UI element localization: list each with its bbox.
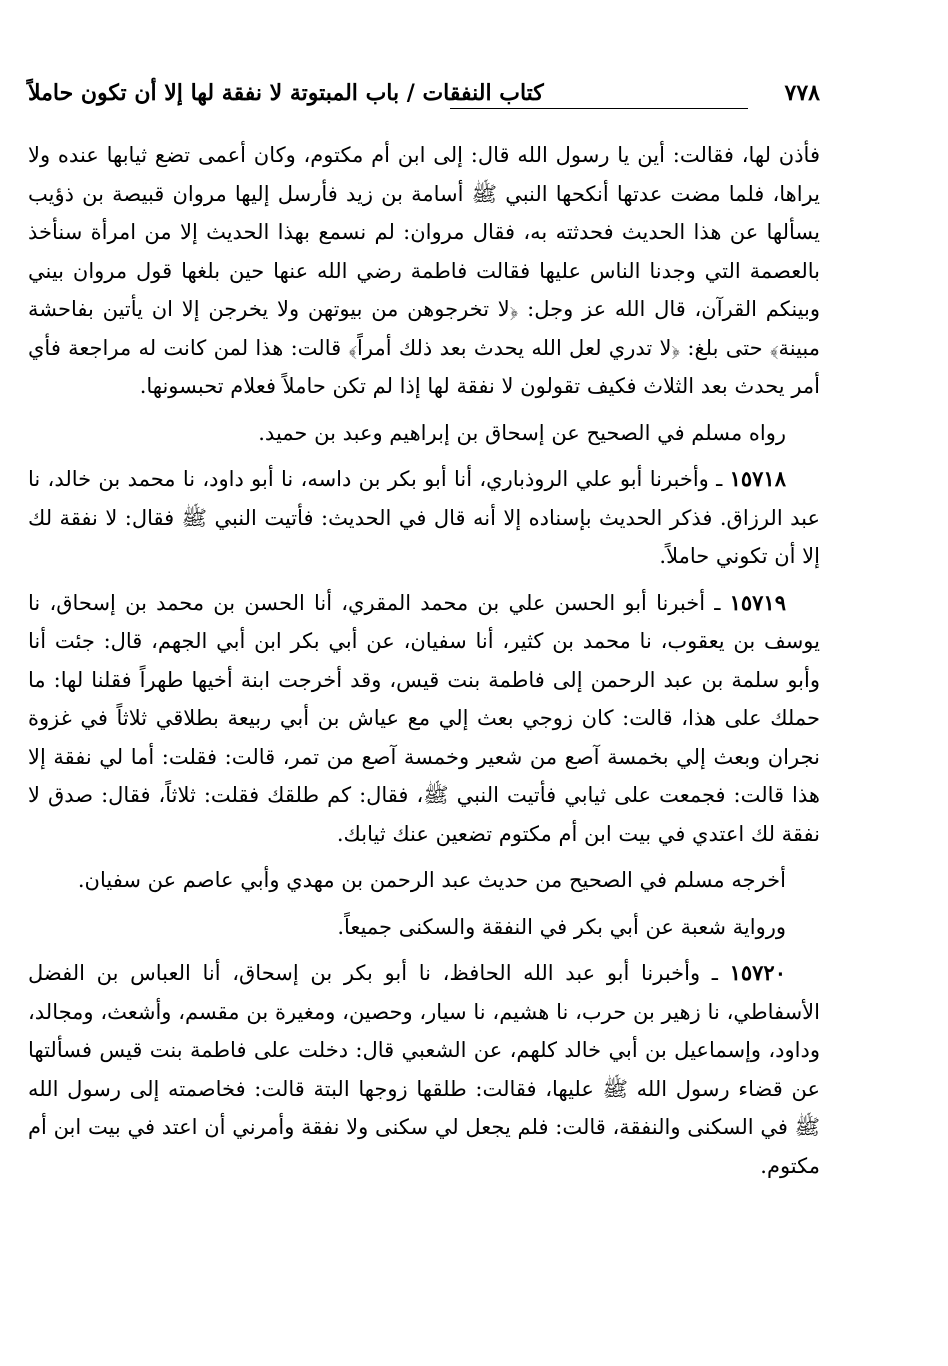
paragraph-text: رواه مسلم في الصحيح عن إسحاق بن إبراهيم وعبد بن حميد.: [258, 420, 786, 445]
paragraph-2: [28, 414, 820, 453]
paragraph-text: ـ وأخبرنا أبو علي الروذباري، أنا أبو بكر بن داسه، نا أبو داود، نا محمد بن خالد، نا عبد الرزاق. فذكر الحديث بإسناده إلا أنه قال في الحديث: فأتيت النبي ﷺ فقال: لا نفقة لك إلا أن تكوني حاملاً.: [28, 467, 820, 568]
paragraph-text: ـ وأخبرنا أبو عبد الله الحافظ، نا أبو بكر بن إسحاق، أنا العباس بن الفضل الأسفاطي، نا زهير بن حرب، نا هشيم، نا سيار، وحصين، ومغيرة بن مقسم، وأشعث، ومجالد، وداود، وإسماعيل بن أبي خالد كلهم، عن الشعبي قال: دخلت على فاطمة بنت قيس فسألتها عن قضاء رسول الله ﷺ عليها، فقالت: طلقها زوجها البتة قالت: فخاصمته إلى رسول الله ﷺ في السكنى والنفقة، قالت: فلم يجعل لي سكنى ولا نفقة وأمرني أن اعتد في بيت ابن أم مكتوم.: [28, 961, 820, 1178]
page-number: ٧٧٨: [784, 80, 820, 106]
hadith-number: ١٥٧١٨: [729, 466, 786, 491]
paragraph-text: ورواية شعبة عن أبي بكر في النفقة والسكنى جميعاً.: [337, 914, 786, 939]
hadith-number: ١٥٧١٩: [729, 589, 786, 615]
hadith-15719: [28, 584, 820, 854]
hadith-15718: [28, 460, 820, 576]
paragraph-1: [28, 136, 820, 406]
paragraph-6: [28, 908, 820, 947]
hadith-15720: [28, 954, 820, 1185]
paragraph-5: [28, 861, 820, 900]
paragraph-text: أخرجه مسلم في الصحيح من حديث عبد الرحمن بن مهدي وأبي عاصم عن سفيان.: [77, 868, 786, 892]
paragraph-text: ـ أخبرنا أبو الحسن علي بن محمد المقري، أنا الحسن بن محمد بن إسحاق، نا يوسف بن يعقوب، نا محمد بن كثير، أنا سفيان، عن أبي بكر ابن أبي الجهم، قال: جئت أنا وأبو سلمة بن عبد الرحمن إلى فاطمة بنت قيس، وقد أخرجت ابنة أخيها طهراً فقلنا لها: ما حملك على هذا، قالت: كان زوجي بعث إلي مع عياش بن أبي ربيعة بطلاقي ثلاثاً في غزوة نجران وبعث إلي بخمسة آصع من شعير وخمسة آصع من تمر، قالت: فقلت: أما لي نفقة إلا هذا قالت: فجمعت على ثيابي فأتيت النبي ﷺ، فقال: كم طلقك فقلت: ثلاثاً، فقال: صدق لا نفقة لك اعتدي في بيت ابن أم مكتوم تضعين عنك ثيابك.: [28, 590, 820, 846]
paragraph-text: فأذن لها، فقالت: أين يا رسول الله قال: إلى ابن أم مكتوم، وكان أعمى تضع ثيابها عنده ولا يراها، فلما مضت عدتها أنكحها النبي ﷺ أسامة بن زيد فأرسل إليها مروان قبيصة بن ذؤيب يسألها عن هذا الحديث فحدثته به، فقال مروان: لم نسمع بهذا الحديث إلا من امرأة سنأخذ بالعصمة التي وجدنا الناس عليها فقالت فاطمة رضي الله عنها حين بلغها قول مروان بيني وبينكم القرآن، قال الله عز وجل: ﴿لا تخرجوهن من بيوتهن ولا يخرجن إلا ان يأتين بفاحشة مبينة﴾ حتى بلغ: ﴿لا تدري لعل الله يحدث بعد ذلك أمراً﴾ قالت: هذا لمن كانت له مراجعة فأي أمر يحدث بعد الثلاث فكيف تقولون لا نفقة لها إذا لم تكن حاملاً فعلام تحبسونها.: [28, 143, 820, 398]
running-title: كتاب النفقات / باب المبتوتة لا نفقة لها إلا أن تكون حاملاً: [28, 80, 544, 106]
header-rule: [450, 108, 748, 109]
page-body: [28, 136, 820, 1193]
hadith-number: ١٥٧٢٠: [729, 960, 786, 985]
